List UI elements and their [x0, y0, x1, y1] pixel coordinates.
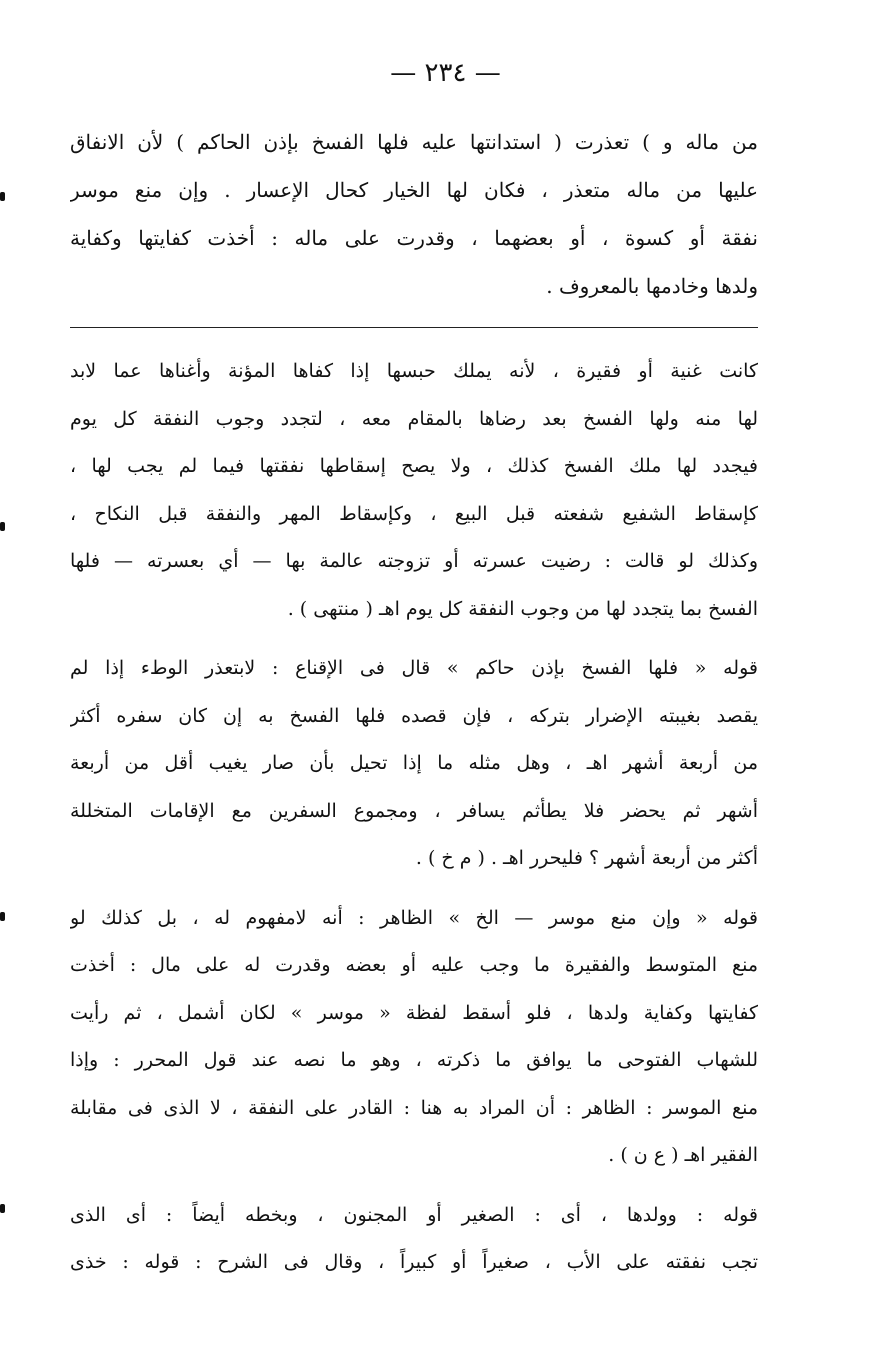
margin-mark: [0, 1204, 5, 1213]
footnotes: [70, 348, 758, 1299]
footnote-line: قوله : وولدها ، أى : الصغير أو المجنون ، وبخطه أيضاً : أى الذى: [70, 1203, 758, 1226]
footnote-line: أشهر ثم يحضر فلا يطأثم يسافر ، ومجموع السفرين مع الإقامات المتخللة: [70, 799, 758, 822]
footnote-line: أكثر من أربعة أشهر ؟ فليحرر اهـ . ( م خ ) .: [415, 847, 758, 869]
footnote-divider: [70, 327, 758, 328]
footnote-line: منع المتوسط والفقيرة ما وجب عليه أو بعضه وقدرت له على مال : أخذت: [70, 954, 758, 976]
footnote-line: للشهاب الفتوحى ما يوافق ما ذكرته ، وهو ما نصه عند قول المحرر : وإذا: [70, 1049, 758, 1071]
footnote-line: قوله « وإن منع موسر — الخ » الظاهر : أنه لامفهوم له ، بل كذلك لو: [70, 906, 758, 929]
margin-mark: [0, 192, 5, 201]
footnote-line: لها منه ولها الفسخ بعد رضاها بالمقام معه ، لتجدد وجوب النفقة كل يوم: [70, 407, 758, 430]
footnote-paragraph: [70, 895, 758, 1180]
main-text-line: من ماله و ) تعذرت ( استدانتها عليه فلها الفسخ بإذن الحاكم ) لأن الانفاق: [70, 130, 758, 154]
footnote-line: الفقير اهـ ( ع ن ) .: [608, 1144, 758, 1166]
footnote-line: الفسخ بما يتجدد لها من وجوب النفقة كل يوم اهـ ( منتهى ) .: [287, 597, 758, 620]
page-number: — ٢٣٤ —: [390, 58, 501, 88]
main-text: [70, 118, 758, 310]
footnote-line: كانت غنية أو فقيرة ، لأنه يملك حبسها إذا كفاها المؤنة وأغناها عما لابد: [70, 360, 758, 382]
main-text-line: عليها من ماله متعذر ، فكان لها الخيار كحال الإعسار . وإن منع موسر: [70, 178, 758, 202]
footnote-paragraph: [70, 645, 758, 883]
footnote-line: تجب نفقته على الأب ، صغيراً أو كبيراً ، وقال فى الشرح : قوله : خذى: [70, 1251, 758, 1273]
footnote-line: كفايتها وكفاية ولدها ، فلو أسقط لفظة « موسر » لكان أشمل ، ثم رأيت: [70, 1001, 758, 1024]
main-text-line: ولدها وخادمها بالمعروف .: [546, 274, 758, 298]
margin-mark: [0, 912, 5, 921]
main-text-line: نفقة أو كسوة ، أو بعضهما ، وقدرت على ماله : أخذت كفايتها وكفاية: [70, 226, 758, 250]
footnote-line: كإسقاط الشفيع شفعته قبل البيع ، وكإسقاط المهر والنفقة قبل النكاح ،: [70, 502, 758, 525]
footnote-line: من أربعة أشهر اهـ ، وهل مثله ما إذا تحيل بأن صار يغيب أقل من أربعة: [70, 752, 758, 774]
margin-mark: [0, 522, 5, 531]
footnote-line: منع الموسر : الظاهر : أن المراد به هنا : القادر على النفقة ، لا الذى فى مقابلة: [70, 1096, 758, 1119]
footnote-line: قوله « فلها الفسخ بإذن حاكم » قال فى الإقناع : لابتعذر الوطء إذا لم: [70, 657, 758, 679]
footnote-paragraph: [70, 348, 758, 633]
footnote-line: يقصد بغيبته الإضرار بتركه ، فإن قصده فلها الفسخ به إن كان سفره أكثر: [70, 704, 758, 727]
footnote-paragraph: [70, 1192, 758, 1287]
footnote-line: وكذلك لو قالت : رضيت عسرته أو تزوجته عالمة بها — أي بعسرته — فلها: [70, 550, 758, 572]
footnote-line: فيجدد لها ملك الفسخ كذلك ، ولا يصح إسقاطها نفقتها فيما لم يجب لها ،: [70, 455, 758, 477]
